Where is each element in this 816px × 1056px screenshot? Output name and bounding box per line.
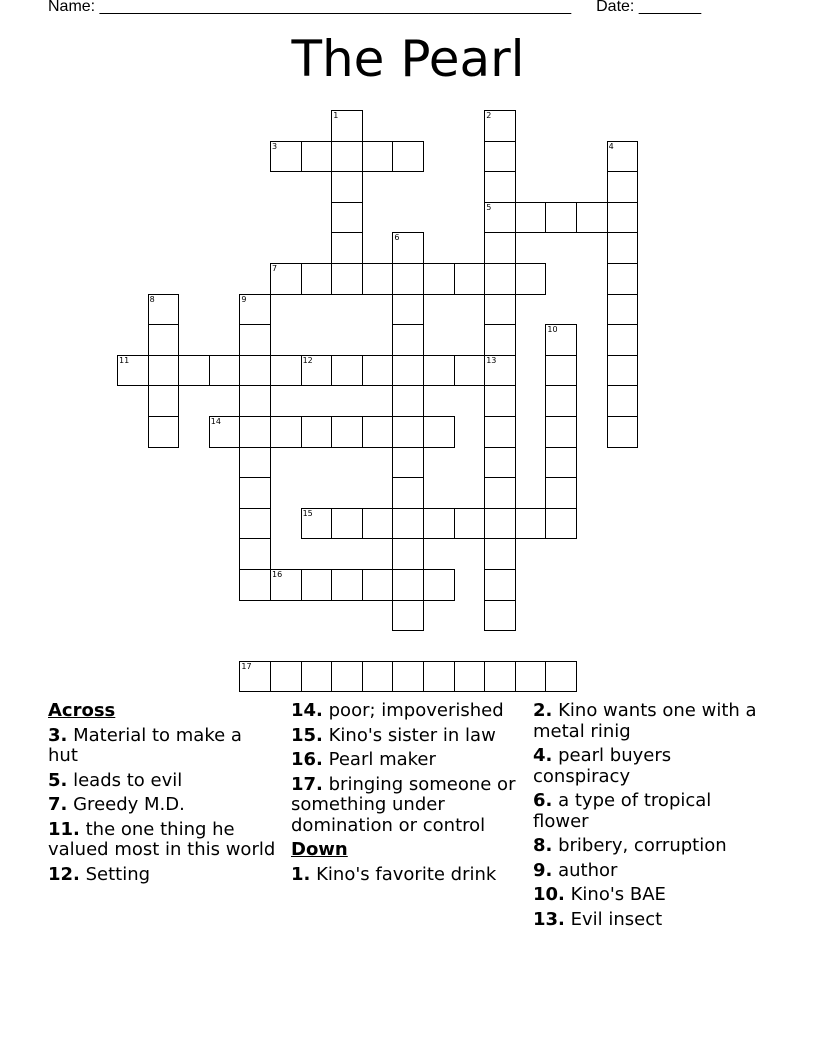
clue-number-label: 2. <box>533 700 553 721</box>
grid-cell[interactable] <box>484 141 516 173</box>
across-clue-list <box>48 726 276 886</box>
grid-cell[interactable] <box>392 141 424 173</box>
grid-cell[interactable] <box>178 355 210 387</box>
clue-item <box>533 791 768 832</box>
grid-cell[interactable] <box>484 263 516 295</box>
grid-cell[interactable] <box>515 202 547 234</box>
grid-cell[interactable] <box>423 661 455 693</box>
clue-text: Kino's BAE <box>570 884 666 905</box>
grid-cell[interactable] <box>607 355 639 387</box>
clue-text: Setting <box>85 863 151 885</box>
grid-cell[interactable] <box>484 600 516 632</box>
grid-cell[interactable] <box>545 508 577 540</box>
clue-number: 9 <box>241 294 247 304</box>
grid-cell[interactable] <box>392 355 424 387</box>
grid-cell[interactable] <box>239 355 271 387</box>
grid-cell[interactable] <box>484 416 516 448</box>
grid-cell[interactable] <box>331 661 363 693</box>
clue-number: 8 <box>149 294 155 304</box>
clue-number: 13 <box>486 355 497 365</box>
page-title: The Pearl <box>291 30 525 88</box>
grid-cell[interactable] <box>239 538 271 570</box>
clue-number-label: 6. <box>533 790 553 811</box>
grid-cell[interactable] <box>392 385 424 417</box>
clue-number: 3 <box>272 141 278 151</box>
grid-cell[interactable] <box>392 508 424 540</box>
grid-cell[interactable] <box>515 263 547 295</box>
grid-cell[interactable] <box>484 110 516 142</box>
clue-number: 6 <box>394 233 400 243</box>
clue-item <box>48 771 276 792</box>
clue-text: poor; impoverished <box>328 700 504 721</box>
clue-number-label: 5. <box>48 769 68 791</box>
grid-cell[interactable] <box>545 416 577 448</box>
clue-number: 1 <box>333 111 339 120</box>
clue-number: 14 <box>210 417 221 426</box>
grid-cell[interactable] <box>423 263 455 295</box>
clue-item <box>291 726 523 747</box>
date-line[interactable]: _______ <box>638 0 702 15</box>
grid-cell[interactable] <box>607 232 639 264</box>
grid-cell[interactable] <box>607 294 639 326</box>
clue-number-label: 13. <box>533 908 565 930</box>
clue-text: bringing someone or something under domination or control <box>291 773 516 836</box>
clues-column-2 <box>291 701 523 889</box>
clue-item <box>291 775 523 837</box>
grid-cell[interactable] <box>545 447 577 479</box>
clue-number-label: 11. <box>48 818 80 840</box>
grid-cell[interactable] <box>362 141 394 173</box>
clue-item <box>533 836 768 857</box>
grid-cell[interactable] <box>270 416 302 448</box>
clue-number: 10 <box>547 325 558 335</box>
grid-cell[interactable] <box>607 202 639 234</box>
grid-cell[interactable] <box>484 294 516 326</box>
clue-text: Kino's sister in law <box>328 724 496 746</box>
grid-cell[interactable] <box>331 202 363 234</box>
grid-cell[interactable] <box>239 294 271 326</box>
grid-cell[interactable] <box>392 600 424 632</box>
down-heading: Down <box>291 839 348 860</box>
clue-item <box>291 750 523 771</box>
clues-column-3 <box>533 701 768 934</box>
grid-cell[interactable] <box>484 569 516 601</box>
grid-cell[interactable] <box>331 232 363 264</box>
grid-cell[interactable] <box>454 661 486 693</box>
grid-cell[interactable] <box>484 355 516 387</box>
clue-text: Kino's favorite drink <box>316 863 497 885</box>
grid-cell[interactable] <box>331 569 363 601</box>
grid-cell[interactable] <box>301 661 333 693</box>
grid-cell[interactable] <box>392 447 424 479</box>
clue-number-label: 7. <box>48 794 68 815</box>
grid-cell[interactable] <box>331 355 363 387</box>
grid-cell[interactable] <box>392 569 424 601</box>
clue-item <box>533 861 768 882</box>
grid-cell[interactable] <box>454 508 486 540</box>
grid-cell[interactable] <box>239 447 271 479</box>
clue-number-label: 3. <box>48 724 68 746</box>
grid-cell[interactable] <box>392 232 424 264</box>
grid-cell[interactable] <box>392 538 424 570</box>
grid-cell[interactable] <box>270 661 302 693</box>
clue-number-label: 12. <box>48 863 80 885</box>
clue-number: 15 <box>302 508 313 518</box>
grid-cell[interactable] <box>576 202 608 234</box>
grid-cell[interactable] <box>484 324 516 356</box>
clue-item <box>533 910 768 931</box>
grid-cell[interactable] <box>148 324 180 356</box>
grid-cell[interactable] <box>515 661 547 693</box>
grid-cell[interactable] <box>607 416 639 448</box>
clue-number: 11 <box>119 355 130 365</box>
grid-cell[interactable] <box>545 385 577 417</box>
across-heading: Across <box>48 700 116 721</box>
grid-cell[interactable] <box>607 171 639 203</box>
clue-number: 17 <box>241 661 252 671</box>
grid-cell[interactable] <box>392 324 424 356</box>
clue-text: the one thing he valued most in this world <box>48 818 276 860</box>
grid-cell[interactable] <box>301 508 333 540</box>
clue-number-label: 9. <box>533 859 553 881</box>
grid-cell[interactable] <box>607 263 639 295</box>
grid-cell[interactable] <box>392 416 424 448</box>
grid-cell[interactable] <box>331 508 363 540</box>
grid-cell[interactable] <box>362 355 394 387</box>
clue-text: Greedy M.D. <box>73 794 185 815</box>
grid-cell[interactable] <box>484 508 516 540</box>
clue-text: pearl buyers conspiracy <box>533 745 672 787</box>
grid-cell[interactable] <box>148 416 180 448</box>
clue-item <box>48 726 276 767</box>
clue-number: 12 <box>302 355 313 365</box>
clue-number: 2 <box>486 111 492 120</box>
grid-cell[interactable] <box>392 477 424 509</box>
clue-item <box>48 795 276 816</box>
grid-cell[interactable] <box>270 569 302 601</box>
grid-cell[interactable] <box>484 202 516 234</box>
clue-number: 5 <box>486 202 492 212</box>
grid-cell[interactable] <box>392 263 424 295</box>
grid-cell[interactable] <box>423 416 455 448</box>
grid-cell[interactable] <box>423 508 455 540</box>
clue-item <box>48 820 276 861</box>
clue-item <box>533 746 768 787</box>
grid-cell[interactable] <box>362 263 394 295</box>
grid-cell[interactable] <box>331 141 363 173</box>
grid-cell[interactable] <box>270 263 302 295</box>
grid-cell[interactable] <box>362 569 394 601</box>
date-label: Date: <box>596 0 635 15</box>
grid-cell[interactable] <box>331 171 363 203</box>
clue-text: leads to evil <box>73 769 183 791</box>
clue-number-label: 16. <box>291 749 323 770</box>
grid-cell[interactable] <box>607 324 639 356</box>
grid-cell[interactable] <box>270 141 302 173</box>
grid-cell[interactable] <box>484 171 516 203</box>
grid-cell[interactable] <box>362 416 394 448</box>
grid-cell[interactable] <box>239 508 271 540</box>
grid-cell[interactable] <box>515 508 547 540</box>
down-clue-list <box>291 865 523 886</box>
grid-cell[interactable] <box>545 355 577 387</box>
grid-cell[interactable] <box>148 355 180 387</box>
grid-cell[interactable] <box>239 324 271 356</box>
clue-text: Pearl maker <box>328 749 436 770</box>
clue-number-label: 17. <box>291 773 323 795</box>
grid-cell[interactable] <box>331 110 363 142</box>
clue-item <box>291 865 523 886</box>
grid-cell[interactable] <box>362 508 394 540</box>
grid-cell[interactable] <box>148 294 180 326</box>
clue-text: a type of tropical flower <box>533 790 712 832</box>
grid-cell[interactable] <box>331 263 363 295</box>
grid-cell[interactable] <box>239 569 271 601</box>
clue-number-label: 4. <box>533 745 553 766</box>
grid-cell[interactable] <box>545 324 577 356</box>
grid-cell[interactable] <box>484 661 516 693</box>
clue-text: bribery, corruption <box>558 835 727 856</box>
grid-cell[interactable] <box>484 477 516 509</box>
header-line <box>48 0 701 16</box>
grid-cell[interactable] <box>239 477 271 509</box>
grid-cell[interactable] <box>423 355 455 387</box>
grid-cell[interactable] <box>545 202 577 234</box>
clue-item <box>48 865 276 886</box>
down-clue-list-continued <box>533 701 768 930</box>
grid-cell[interactable] <box>301 416 333 448</box>
grid-cell[interactable] <box>239 416 271 448</box>
grid-cell[interactable] <box>301 141 333 173</box>
clue-text: Evil insect <box>570 908 663 930</box>
grid-cell[interactable] <box>270 355 302 387</box>
grid-cell[interactable] <box>545 661 577 693</box>
clue-number: 7 <box>272 264 278 273</box>
grid-cell[interactable] <box>484 385 516 417</box>
clue-text: author <box>558 859 618 881</box>
grid-cell[interactable] <box>454 263 486 295</box>
grid-cell[interactable] <box>148 385 180 417</box>
clues-column-1 <box>48 701 276 889</box>
grid-cell[interactable] <box>484 232 516 264</box>
grid-cell[interactable] <box>484 447 516 479</box>
grid-cell[interactable] <box>209 355 241 387</box>
grid-cell[interactable] <box>484 538 516 570</box>
clue-number-label: 8. <box>533 835 553 856</box>
grid-cell[interactable] <box>239 661 271 693</box>
name-label: Name: <box>48 0 96 15</box>
grid-cell[interactable] <box>239 385 271 417</box>
clue-number-label: 10. <box>533 884 565 905</box>
clue-text: Material to make a hut <box>48 724 242 766</box>
across-clue-list-continued <box>291 701 523 836</box>
clue-number-label: 14. <box>291 700 323 721</box>
grid-cell[interactable] <box>331 416 363 448</box>
grid-cell[interactable] <box>117 355 149 387</box>
grid-cell[interactable] <box>392 661 424 693</box>
grid-cell[interactable] <box>454 355 486 387</box>
grid-cell[interactable] <box>362 661 394 693</box>
grid-cell[interactable] <box>301 263 333 295</box>
clue-number: 16 <box>272 570 283 579</box>
clue-text: Kino wants one with a metal rinig <box>533 700 757 742</box>
grid-cell[interactable] <box>545 477 577 509</box>
clue-item <box>291 701 523 722</box>
grid-cell[interactable] <box>423 569 455 601</box>
grid-cell[interactable] <box>607 141 639 173</box>
clue-number-label: 15. <box>291 724 323 746</box>
grid-cell[interactable] <box>607 385 639 417</box>
name-line[interactable]: _____________________________________________________ <box>99 0 572 15</box>
clue-item <box>533 701 768 742</box>
clue-number-label: 1. <box>291 863 311 885</box>
grid-cell[interactable] <box>301 355 333 387</box>
clue-number: 4 <box>608 141 614 151</box>
grid-cell[interactable] <box>392 294 424 326</box>
grid-cell[interactable] <box>301 569 333 601</box>
grid-cell[interactable] <box>209 416 241 448</box>
clue-item <box>533 885 768 906</box>
